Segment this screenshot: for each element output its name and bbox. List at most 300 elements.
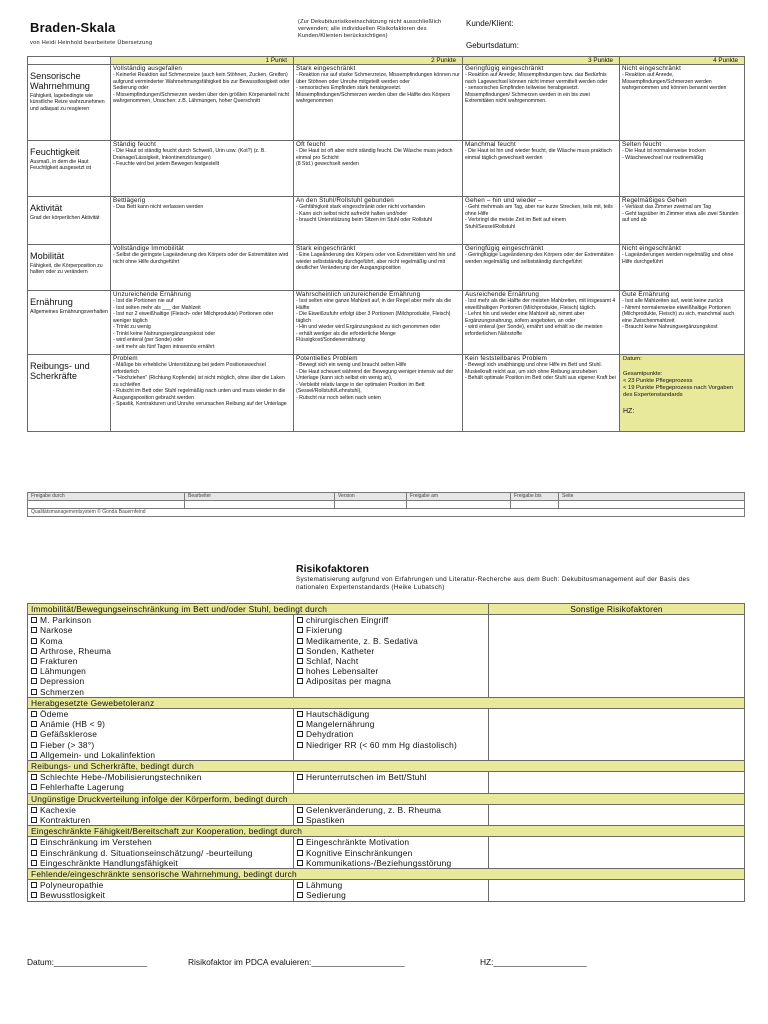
risk-factor-label: Dehydration (306, 729, 354, 740)
checkbox-icon[interactable] (297, 648, 303, 654)
score-criterion-text: - Keinerlei Reaktion auf Schmerzreize (auch kein Stöhnen, Zucken, Greifen) aufgrund verminderter Wahrnehmungsfähigkeit bis zur Bewusstlosigkeit oder Sedierung oder (113, 72, 290, 91)
checkbox-icon[interactable] (297, 731, 303, 737)
other-risk-cell[interactable] (489, 615, 745, 698)
other-risk-cell[interactable] (489, 804, 745, 825)
checkbox-icon[interactable] (297, 807, 303, 813)
release-header: Freigabe bis (511, 493, 559, 501)
release-header: Version (335, 493, 407, 501)
risk-factor-label: Kommunikations-/Beziehungsstörung (306, 857, 452, 868)
risk-factor-item[interactable] (297, 858, 485, 868)
score-heading: Potentielles Problem (296, 355, 358, 362)
risk-section-row (28, 615, 745, 698)
risk-factor-item[interactable] (31, 750, 290, 760)
risk-factor-item[interactable] (297, 666, 485, 676)
risk-factor-item[interactable] (297, 837, 485, 847)
score-cell[interactable] (294, 141, 463, 197)
checkbox-icon[interactable] (297, 658, 303, 664)
score-cell[interactable] (294, 245, 463, 291)
score-cell[interactable] (111, 197, 294, 245)
other-risk-cell[interactable] (489, 772, 745, 793)
release-cell[interactable] (185, 501, 335, 509)
score-heading: Regelmäßiges Gehen (622, 197, 687, 204)
risk-factor-label: Schlechte Hebe-/Mobilisierungstechniken (40, 772, 202, 783)
risk-factor-item[interactable] (31, 709, 290, 719)
score-cell[interactable] (111, 141, 294, 197)
risk-factor-item[interactable] (297, 636, 485, 646)
score-criterion-text: - Eine Lageänderung des Körpers oder von Extremitäten wird hin und wieder selbstständig durchgeführt, aber nicht regelmäßig und mit deutlicher Veränderung der Ausgangsposition (296, 252, 456, 271)
usage-note: (Zur Dekubitusrisikoeinschätzung nicht ausschließlich verwenden; alle individuellen Risikofaktoren des Kunden/Klienten berücksichtigen) (298, 19, 442, 39)
risk-column (28, 804, 294, 825)
checkbox-icon[interactable] (31, 839, 37, 845)
risk-factor-item[interactable] (31, 687, 290, 697)
risk-column (28, 880, 294, 901)
risk-factor-label: Einschränkung im Verstehen (40, 837, 152, 848)
score-criterion-text: - Bewegt sich ein wenig und braucht selten Hilfe (296, 362, 407, 368)
total-score-box[interactable] (620, 355, 745, 432)
risk-factor-label: Schlaf, Nacht (306, 656, 359, 667)
risk-factor-item[interactable] (297, 656, 485, 666)
summary-threshold: < 19 Punkte Pflegeprozess nach Vorgaben des Expertenstandards (623, 385, 734, 398)
checkbox-icon[interactable] (31, 711, 37, 717)
score-criterion-text: - Isst mehr als die Hälfte der meisten Mahlzeiten, mit insgesamt 4 eiweißhaltigen Portionen (Milchprodukte, Fleisch) täglich. (465, 298, 616, 311)
checkbox-icon[interactable] (297, 742, 303, 748)
release-cell[interactable] (559, 501, 745, 509)
score-cell[interactable] (620, 245, 745, 291)
summary-total-label: Gesamtpunkte: (623, 371, 663, 377)
score-heading: Vollständige Immobilität (113, 245, 184, 252)
risk-factor-label: Gefäßsklerose (40, 729, 98, 740)
checkbox-icon[interactable] (297, 678, 303, 684)
score-criterion-text: - wird enteral (per Sonde), ernährt und erhält so die meisten erforderlichen Nährstoffe (465, 324, 603, 337)
risk-factor-item[interactable] (297, 615, 485, 625)
score-heading: Wahrscheinlich unzureichende Ernährung (296, 291, 421, 298)
risk-factor-item[interactable] (31, 625, 290, 635)
checkbox-icon[interactable] (31, 850, 37, 856)
score-cell[interactable] (111, 245, 294, 291)
risk-section-row (28, 804, 745, 825)
risk-factor-label: Sedierung (306, 890, 346, 901)
checkbox-icon[interactable] (31, 689, 37, 695)
risk-factor-label: Sonden, Katheter (306, 645, 375, 656)
points-header-1: 1 Punkt (111, 57, 294, 65)
risk-title: Risikofaktoren (296, 563, 369, 575)
score-heading: Selten feucht (622, 141, 662, 148)
risk-factor-item[interactable] (31, 615, 290, 625)
score-criterion-text: - sensorisches Empfinden teilweise herabgesetzt. Missempfindungen/ Schmerzen werden in ein bis zwei Extremitäten nicht wahrgenommen. (465, 85, 590, 104)
checkbox-icon[interactable] (297, 627, 303, 633)
score-criterion-text: - wird enteral (per Sonde) oder (113, 337, 184, 343)
braden-scale-table (27, 56, 745, 432)
risk-factor-item[interactable] (31, 880, 290, 890)
footer-pdca: Risikofaktor im PDCA evaluieren:____________________ (188, 957, 405, 967)
release-cell[interactable] (511, 501, 559, 509)
summary-hz: HZ: (623, 408, 635, 415)
risk-factor-label: chirurgischen Eingriff (306, 615, 389, 626)
risk-factor-label: Adipositas per magna (306, 676, 392, 687)
score-heading: Gehen – hin und wieder – (465, 197, 542, 204)
score-criterion-text: - Geht tagsüber im Zimmer etwa alle zwei Stunden auf und ab (622, 210, 739, 223)
score-heading: An den Stuhl/Rollstuhl gebunden (296, 197, 394, 204)
document-title: Braden-Skala (30, 20, 116, 35)
risk-factor-item[interactable] (31, 676, 290, 686)
risk-factor-item[interactable] (31, 805, 290, 815)
score-criterion-text: - Trinkt keine Nahrungsergänzungskost oder (113, 330, 216, 337)
score-cell[interactable] (111, 65, 294, 141)
risk-factor-item[interactable] (297, 625, 485, 635)
risk-section-title: Herabgesetzte Gewebetoleranz (28, 697, 745, 708)
score-heading: Geringfügig eingeschränkt (465, 245, 544, 252)
risk-factor-label: Depression (40, 676, 85, 687)
risk-factor-item[interactable] (31, 636, 290, 646)
braden-row (28, 291, 745, 355)
score-heading: Ausreichende Ernährung (465, 291, 540, 298)
criterion-cell (28, 141, 111, 197)
score-heading: Vollständig ausgefallen (113, 65, 183, 72)
risk-factor-item[interactable] (297, 772, 485, 782)
other-risk-cell[interactable] (489, 709, 745, 761)
risk-factor-label: Kontrakturen (40, 815, 91, 826)
release-header: Seite (559, 493, 745, 501)
score-criterion-text: - Reaktion nur auf starke Schmerzreize, Missempfindungen können nur über Stöhnen oder Unruhe mitgeteilt werden oder (296, 72, 460, 85)
risk-head-other: Sonstige Risikofaktoren (489, 604, 745, 615)
release-cell[interactable] (407, 501, 511, 509)
criterion-name: Ernährung (30, 297, 73, 307)
score-cell[interactable] (294, 291, 463, 355)
risk-factor-label: Koma (40, 635, 63, 646)
risk-factor-label: hohes Lebensalter (306, 666, 379, 677)
risk-section-row (28, 772, 745, 793)
checkbox-icon[interactable] (31, 658, 37, 664)
risk-section-title: Fehlende/eingeschränkte sensorische Wahrnehmung, bedingt durch (28, 869, 745, 880)
risk-column (28, 837, 294, 869)
score-heading: Bettlägerig (113, 197, 146, 204)
points-header-3: 3 Punkte (463, 57, 620, 65)
summary-threshold: < 23 Punkte Pflegeprozess (623, 378, 693, 384)
checkbox-icon[interactable] (31, 721, 37, 727)
checkbox-icon[interactable] (297, 638, 303, 644)
summary-datum: Datum: (623, 356, 642, 362)
risk-column (294, 772, 489, 793)
risk-factor-label: Lähmung (306, 880, 343, 891)
risk-factor-label: Fieber (> 38°) (40, 739, 95, 750)
score-heading: Stark eingeschränkt (296, 65, 356, 72)
checkbox-icon[interactable] (31, 638, 37, 644)
document-subtitle: von Heidi Heinhold bearbeitete Übersetzung (30, 40, 153, 46)
blank-header (28, 57, 111, 65)
score-criterion-text: - Das Bett kann nicht verlassen werden (113, 204, 204, 210)
score-cell[interactable] (111, 355, 294, 432)
risk-subtitle: Systematisierung aufgrund von Erfahrungen und Literatur-Recherche aus dem Buch: Dekubitusmanagement auf der Basis des nationalen Expertenstandards (Heike Lubatsch) (296, 576, 690, 591)
checkbox-icon[interactable] (297, 860, 303, 866)
score-criterion-text: - Hin und wieder wird Ergänzungskost zu sich genommen oder (296, 324, 441, 330)
score-heading: Ständig feucht (113, 141, 157, 148)
risk-column (28, 615, 294, 698)
risk-factor-item[interactable] (31, 858, 290, 868)
risk-factor-item[interactable] (31, 782, 290, 792)
risk-factor-label: Spastiken (306, 815, 345, 826)
release-cell[interactable] (335, 501, 407, 509)
score-heading: Manchmal feucht (465, 141, 516, 148)
risk-factor-label: Eingeschränkte Handlungsfähigkeit (40, 857, 178, 868)
score-criterion-text: - Geht mehrmals am Tag, aber nur kurze Strecken, teils mit, teils ohne Hilfe (465, 204, 613, 217)
release-cell[interactable] (28, 501, 185, 509)
score-criterion-text: - "Hochziehen" (Richtung Kopfende) ist nicht möglich, ohne über die Laken zu schleifen (113, 375, 285, 388)
criterion-description: Allgemeines Ernährungsverhalten (30, 309, 108, 315)
risk-factor-item[interactable] (31, 719, 290, 729)
score-criterion-text: - Trinkt zu wenig (113, 324, 151, 330)
kunde-label: Kunde/Klient: (466, 19, 514, 28)
checkbox-icon[interactable] (297, 721, 303, 727)
score-criterion-text: - Wäschewechsel nur routinemäßig (622, 154, 704, 161)
score-criterion-text: - Rutscht im Bett oder Stuhl regelmäßig nach unten und muss wieder in die Ausgangsposition gebracht werden (113, 388, 286, 401)
score-criterion-text: - Die Haut ist ständig feucht durch Schweiß, Urin usw. (Kot?) (z. B. Drainage/Lässigkeit, Inkontinenzlösungen) (113, 148, 266, 161)
risk-column (28, 709, 294, 761)
risk-factor-item[interactable] (297, 890, 485, 900)
risk-factor-item[interactable] (31, 740, 290, 750)
score-criterion-text: - Verbleibt relativ lange in der optimalen Position im Bett (Sessel/Rollstuhl/Lehnstuhl), (296, 381, 425, 394)
criterion-description: Fähigkeit, lagebedingte wie künstliche Reize wahrzunehmen und adäquat zu reagieren (30, 93, 105, 112)
score-criterion-text: - Rutscht nur noch selten nach unten (296, 394, 381, 401)
criterion-name: Feuchtigkeit (30, 147, 80, 157)
release-table (27, 492, 745, 517)
score-heading: Kein feststellbares Problem (465, 355, 548, 362)
score-criterion-text: - erhält weniger als die erforderliche Menge Flüssigkost/Sondenernährung (296, 330, 396, 343)
score-heading: Oft feucht (296, 141, 326, 148)
risk-factor-label: Kachexie (40, 804, 77, 815)
checkbox-icon[interactable] (297, 892, 303, 898)
checkbox-icon[interactable] (31, 774, 37, 780)
braden-row (28, 355, 745, 432)
score-cell[interactable] (294, 65, 463, 141)
release-header: Freigabe durch (28, 493, 185, 501)
score-cell[interactable] (463, 197, 620, 245)
risk-factor-item[interactable] (297, 709, 485, 719)
risk-head-immobility: Immobilität/Bewegungseinschränkung im Bett und/oder Stuhl, bedingt durch (28, 604, 489, 615)
score-criterion-text: - Spastik, Kontrakturen und Unruhe verursachen Reibung auf der Unterlage (113, 401, 287, 407)
risk-factor-item[interactable] (31, 729, 290, 739)
criterion-name: Reibungs- und Scherkräfte (30, 361, 90, 381)
braden-row (28, 65, 745, 141)
risk-section-title: Reibungs- und Scherkräfte, bedingt durch (28, 761, 745, 772)
risk-factor-label: Herunterrutschen im Bett/Stuhl (306, 772, 427, 783)
criterion-cell (28, 197, 111, 245)
score-criterion-text: - Die Haut ist hin und wieder feucht, die Wäsche muss praktisch einmal täglich gewechselt werden (465, 148, 612, 161)
risk-factor-label: Lähmungen (40, 666, 87, 677)
criterion-description: Ausmaß, in dem die Haut Feuchtigkeit ausgesetzt ist (30, 159, 92, 172)
score-criterion-text: - Missempfindungen/Schmerzen werden über den größten Körperanteil nicht wahrgenommen, Ursachen: z.B. Lähmungen, hoher Querschnitt (113, 91, 289, 104)
score-heading: Nicht eingeschränkt (622, 65, 682, 72)
score-heading: Stark eingeschränkt (296, 245, 356, 252)
risk-factor-label: Fixierung (306, 625, 343, 636)
checkbox-icon[interactable] (31, 860, 37, 866)
other-risk-cell[interactable] (489, 837, 745, 869)
qm-footer: Qualitätsmanagementsystem © Gonda Bauernfeind (28, 509, 745, 517)
criterion-name: Mobilität (30, 251, 65, 261)
criterion-description: Fähigkeit, die Körperposition zu halten oder zu verändern (30, 263, 103, 276)
risk-factor-item[interactable] (31, 656, 290, 666)
score-cell[interactable] (111, 291, 294, 355)
score-criterion-text: - Nimmt normalerweise eiweißhaltige Portionen (Milchprodukte, Fleisch) zu sich, manchmal auch eine Zwischenmahlzeit (622, 304, 735, 324)
risk-factor-label: Ödeme (40, 709, 69, 720)
checkbox-icon[interactable] (31, 784, 37, 790)
risk-column (294, 837, 489, 869)
risk-section-row (28, 880, 745, 901)
risk-factor-table (27, 603, 745, 902)
checkbox-icon[interactable] (31, 742, 37, 748)
checkbox-icon[interactable] (297, 839, 303, 845)
score-criterion-text: - Die Eiweißzufuhr erfolgt über 3 Portionen (Milchprodukte, Fleisch) täglich (296, 311, 451, 324)
risk-factor-item[interactable] (31, 772, 290, 782)
points-header-4: 4 Punkte (620, 57, 745, 65)
risk-factor-label: Niedriger RR (< 60 mm Hg diastolisch) (306, 739, 457, 750)
score-criterion-text: - sensorisches Empfinden stark herabgesetzt. Missempfindungen/Schmerzen werden über die Hälfte des Körpers wahrgenommen (296, 85, 451, 104)
risk-factor-label: Schmerzen (40, 686, 85, 697)
risk-factor-item[interactable] (297, 848, 485, 858)
score-criterion-text: - Reaktion auf Anrede, Missempfindungen/Schmerzen werden wahrgenommen und können benannt werden (622, 72, 727, 91)
score-criterion-text: - Die Haut ist oft aber nicht ständig feucht. Die Wäsche muss jedoch einmal pro Schicht (296, 148, 453, 161)
score-cell[interactable] (463, 355, 620, 432)
risk-factor-label: Anämie (HB < 9) (40, 719, 106, 730)
release-header: Bearbeiter (185, 493, 335, 501)
other-risk-cell[interactable] (489, 880, 745, 901)
score-cell[interactable] (620, 141, 745, 197)
checkbox-icon[interactable] (31, 648, 37, 654)
score-cell[interactable] (463, 245, 620, 291)
criterion-name: Aktivität (30, 203, 63, 213)
score-criterion-text: - Lageänderungen werden regelmäßig und ohne Hilfe durchgeführt (622, 252, 734, 265)
risk-factor-label: Einschränkung d. Situationseinschätzung/ -beurteilung (40, 847, 253, 858)
criterion-cell (28, 65, 111, 141)
score-criterion-text: - Behält optimale Position im Bett oder Stuhl aus eigener Kraft bei (465, 375, 616, 381)
risk-factor-label: Allgemein- und Lokalinfektion (40, 749, 156, 760)
score-criterion-text: - Mäßige bis erhebliche Unterstützung bei jedem Positionswechsel erforderlich (113, 362, 266, 375)
risk-section-row (28, 709, 745, 761)
risk-factor-item[interactable] (297, 646, 485, 656)
braden-row (28, 141, 745, 197)
score-criterion-text: - Bewegt sich unabhängig und ohne Hilfe im Bett und Stuhl. Muskelkraft reicht aus, um sich ohne Reibung anzuheben (465, 362, 602, 375)
checkbox-icon[interactable] (297, 850, 303, 856)
criterion-cell (28, 291, 111, 355)
risk-factor-item[interactable] (297, 729, 485, 739)
geburtsdatum-label: Geburtsdatum: (466, 41, 519, 50)
risk-column (294, 709, 489, 761)
checkbox-icon[interactable] (297, 817, 303, 823)
risk-factor-item[interactable] (31, 815, 290, 825)
risk-factor-item[interactable] (297, 740, 485, 750)
risk-factor-item[interactable] (297, 719, 485, 729)
score-criterion-text: - Geringfügige Lageänderung des Körpers oder der Extremitäten werden regelmäßig und selbstständig durchgeführt (465, 252, 614, 265)
score-criterion-text: - Verlässt das Zimmer zweimal am Tag (622, 204, 711, 210)
release-header: Freigabe am (407, 493, 511, 501)
score-cell[interactable] (463, 141, 620, 197)
risk-factor-item[interactable] (297, 880, 485, 890)
checkbox-icon[interactable] (31, 668, 37, 674)
checkbox-icon[interactable] (297, 882, 303, 888)
risk-factor-item[interactable] (297, 815, 485, 825)
risk-factor-item[interactable] (31, 848, 290, 858)
checkbox-icon[interactable] (297, 617, 303, 623)
criterion-name: Sensorische Wahrnehmung (30, 71, 90, 91)
checkbox-icon[interactable] (31, 617, 37, 623)
risk-column (294, 615, 489, 698)
score-criterion-text: (8 Std.) gewechselt werden (296, 161, 359, 167)
score-criterion-text: - Die Haut ist normalerweise trocken (622, 148, 706, 154)
score-cell[interactable] (294, 197, 463, 245)
score-criterion-text: - Isst selten mehr als ___ der Mahlzeit (113, 304, 201, 311)
score-criterion-text: - Selbst die geringste Lageänderung des Körpers oder der Extremitäten wird nicht ohne Hilfe durchgeführt (113, 252, 289, 265)
risk-factor-label: Eingeschränkte Motivation (306, 837, 410, 848)
score-criterion-text: - Isst nur 2 eiweißhaltige (Fleisch- oder Milchprodukte) Portionen oder weniger täglich (113, 311, 274, 324)
footer-hz: HZ:____________________ (480, 957, 587, 967)
risk-section-row (28, 837, 745, 869)
score-criterion-text: - Feuchte wird bei jedem Bewegen festgestellt (113, 161, 220, 167)
score-criterion-text: - Verbringt die meiste Zeit im Bett auf einem Stuhl/Sessel/Rollstuhl (465, 217, 566, 230)
criterion-description: Grad der körperlichen Aktivität (30, 215, 100, 221)
risk-section-title: Ungünstige Druckverteilung infolge der Körperform, bedingt durch (28, 793, 745, 804)
score-criterion-text: - Isst die Portionen nie auf (113, 298, 174, 304)
score-heading: Unzureichende Ernährung (113, 291, 192, 298)
checkbox-icon[interactable] (31, 807, 37, 813)
score-criterion-text: - Gehfähigkeit stark eingeschränkt oder nicht vorhanden (296, 204, 425, 210)
checkbox-icon[interactable] (297, 668, 303, 674)
risk-section-title: Eingeschränkte Fähigkeit/Bereitschaft zur Kooperation, bedingt durch (28, 826, 745, 837)
score-cell[interactable] (620, 291, 745, 355)
risk-column (294, 804, 489, 825)
score-cell[interactable] (294, 355, 463, 432)
risk-column (294, 880, 489, 901)
risk-factor-item[interactable] (31, 646, 290, 656)
risk-factor-item[interactable] (31, 666, 290, 676)
risk-factor-item[interactable] (31, 890, 290, 900)
score-cell[interactable] (463, 291, 620, 355)
points-header-2: 2 Punkte (294, 57, 463, 65)
risk-factor-label: M. Parkinson (40, 615, 92, 626)
score-cell[interactable] (463, 65, 620, 141)
risk-factor-item[interactable] (297, 805, 485, 815)
checkbox-icon[interactable] (297, 711, 303, 717)
risk-column (28, 772, 294, 793)
score-heading: Geringfügig eingeschränkt (465, 65, 544, 72)
score-cell[interactable] (620, 65, 745, 141)
risk-factor-label: Frakturen (40, 656, 78, 667)
score-criterion-text: - seit mehr als fünf Tagen intravenös ernährt (113, 343, 215, 350)
checkbox-icon[interactable] (31, 892, 37, 898)
footer-datum: Datum:____________________ (27, 957, 148, 967)
score-criterion-text: - Kann sich selbst nicht aufrecht halten und/oder (296, 210, 408, 217)
score-heading: Problem (113, 355, 138, 362)
criterion-cell (28, 245, 111, 291)
checkbox-icon[interactable] (31, 627, 37, 633)
braden-row (28, 197, 745, 245)
risk-factor-label: Arthrose, Rheuma (40, 645, 112, 656)
risk-factor-item[interactable] (297, 676, 485, 686)
score-cell[interactable] (620, 197, 745, 245)
score-criterion-text: - Lehnt hin und wieder eine Mahlzeit ab, nimmt aber Ergänzungsnahrung, sofern angeboten, an oder (465, 311, 585, 324)
score-heading: Gute Ernährung (622, 291, 670, 298)
checkbox-icon[interactable] (31, 817, 37, 823)
checkbox-icon[interactable] (31, 752, 37, 758)
score-criterion-text: - braucht Unterstützung beim Sitzen im Stuhl oder Rollstuhl (296, 217, 433, 223)
risk-factor-label: Medikamente, z. B. Sedativa (306, 635, 419, 646)
risk-factor-item[interactable] (31, 837, 290, 847)
score-criterion-text: - Braucht keine Nahrungsergänzungskost (622, 324, 718, 330)
score-criterion-text: - Reaktion auf Anrede; Missempfindungen bzw. das Bedürfnis nach Lagewechsel können nicht immer vermittelt werden oder (465, 72, 608, 85)
risk-factor-label: Gelenkveränderung, z. B. Rheuma (306, 804, 442, 815)
checkbox-icon[interactable] (297, 774, 303, 780)
checkbox-icon[interactable] (31, 678, 37, 684)
checkbox-icon[interactable] (31, 882, 37, 888)
checkbox-icon[interactable] (31, 731, 37, 737)
